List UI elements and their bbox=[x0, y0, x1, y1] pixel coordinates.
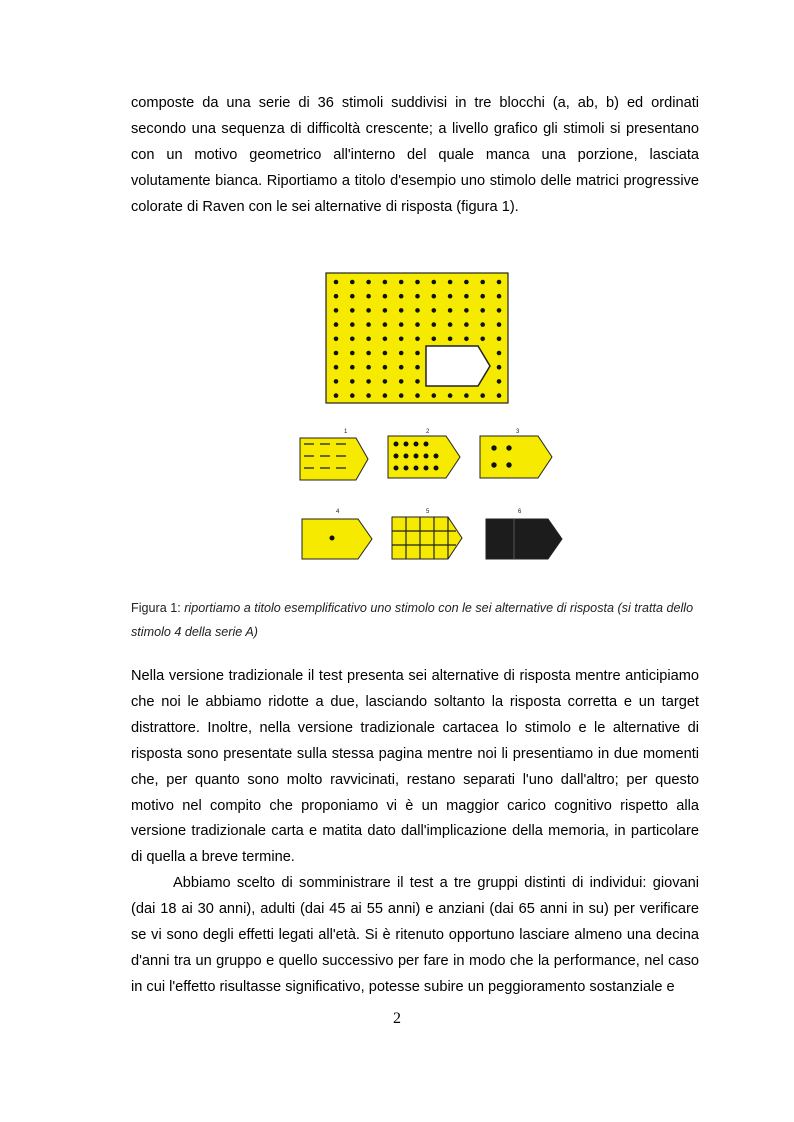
stimulus-dot bbox=[383, 337, 388, 342]
stimulus-dot bbox=[366, 393, 371, 398]
stimulus-dot bbox=[399, 294, 404, 299]
stimulus-dot bbox=[432, 337, 437, 342]
stimulus-dot bbox=[497, 393, 502, 398]
option-4 bbox=[302, 509, 372, 559]
stimulus-dot bbox=[432, 280, 437, 285]
stimulus-dot bbox=[334, 294, 339, 299]
stimulus-dot bbox=[448, 308, 453, 313]
stimulus-dot bbox=[350, 365, 355, 370]
stimulus-dot bbox=[497, 337, 502, 342]
caption-label: Figura 1: bbox=[131, 601, 181, 615]
raven-figure bbox=[290, 268, 570, 568]
stimulus-dot bbox=[415, 294, 420, 299]
stimulus-dot bbox=[383, 294, 388, 299]
option-3 bbox=[480, 429, 552, 478]
stimulus-dot bbox=[350, 393, 355, 398]
stimulus-dot bbox=[350, 322, 355, 327]
stimulus-dot bbox=[464, 322, 469, 327]
stimulus-dot bbox=[383, 365, 388, 370]
stimulus-dot bbox=[334, 322, 339, 327]
stimulus-dot bbox=[399, 280, 404, 285]
stimulus-dot bbox=[366, 365, 371, 370]
missing-piece bbox=[426, 346, 490, 386]
stimulus-dot bbox=[497, 322, 502, 327]
stimulus-dot bbox=[383, 379, 388, 384]
option-6-label: 6 bbox=[518, 509, 522, 515]
stimulus-dot bbox=[366, 351, 371, 356]
stimulus-dot bbox=[415, 280, 420, 285]
stimulus-dot bbox=[448, 294, 453, 299]
stimulus-dot bbox=[350, 294, 355, 299]
option-5-label: 5 bbox=[426, 509, 430, 515]
stimulus-dot bbox=[366, 294, 371, 299]
stimulus-dot bbox=[432, 322, 437, 327]
stimulus-dot bbox=[334, 379, 339, 384]
stimulus-dot bbox=[399, 308, 404, 313]
paragraph-version: Nella versione tradizionale il test presenta sei alternative di risposta mentre anticipiamo che noi le abbiamo ridotte a due, lasciando soltanto la risposta corretta e un target distrattore. Inoltre, nella versione tradizionale cartacea lo stimolo e le alternative di risposta sono presentate sulla stessa pagina mentre noi li presentiamo in due momenti che, per quanto sono molto ravvicinati, restano separati l'uno dall'altro; per questo motivo nel compito che proponiamo vi è un maggior carico cognitivo rispetto alla versione tradizionale carta e matita dato dall'implicazione della memoria, in particolare di quella a breve termine. bbox=[131, 668, 699, 866]
stimulus-dot bbox=[497, 280, 502, 285]
stimulus-dot bbox=[464, 294, 469, 299]
stimulus-dot bbox=[350, 337, 355, 342]
stimulus-dot bbox=[399, 393, 404, 398]
stimulus-dot bbox=[415, 379, 420, 384]
stimulus-dot bbox=[399, 379, 404, 384]
stimulus-dot bbox=[464, 280, 469, 285]
stimulus-dot bbox=[415, 393, 420, 398]
stimulus-dot bbox=[415, 322, 420, 327]
stimulus-dot bbox=[366, 379, 371, 384]
stimulus-dot bbox=[480, 308, 485, 313]
stimulus-dot bbox=[399, 337, 404, 342]
stimulus-dot bbox=[334, 351, 339, 356]
stimulus-dot bbox=[464, 337, 469, 342]
stimulus-dot bbox=[497, 379, 502, 384]
stimulus-dot bbox=[334, 393, 339, 398]
option-6 bbox=[486, 509, 562, 559]
option-5 bbox=[392, 509, 462, 559]
paragraph-intro: composte da una serie di 36 stimoli suddivisi in tre blocchi (a, ab, b) ed ordinati secondo una sequenza di difficoltà crescente; a livello grafico gli stimoli si presentano con un motivo geometrico all'interno del quale manca una porzione, lasciata volutamente bianca. Riportiamo a titolo d'esempio uno stimolo delle matrici progressive colorate di Raven con le sei alternative di risposta (figura 1). bbox=[131, 95, 699, 215]
stimulus-dot bbox=[480, 294, 485, 299]
stimulus-dot bbox=[334, 365, 339, 370]
stimulus-dot bbox=[448, 337, 453, 342]
stimulus-dot bbox=[383, 280, 388, 285]
stimulus-dot bbox=[480, 337, 485, 342]
stimulus-dot bbox=[366, 337, 371, 342]
stimulus-dot bbox=[350, 308, 355, 313]
figure-caption bbox=[131, 596, 701, 644]
stimulus-dot bbox=[497, 351, 502, 356]
stimulus-dot bbox=[399, 322, 404, 327]
option-1 bbox=[300, 429, 368, 480]
stimulus-dot bbox=[480, 280, 485, 285]
stimulus-dot bbox=[383, 393, 388, 398]
stimulus-dot bbox=[497, 365, 502, 370]
stimulus-dot bbox=[432, 393, 437, 398]
stimulus-dot bbox=[334, 308, 339, 313]
stimulus-dot bbox=[448, 393, 453, 398]
stimulus-dot bbox=[366, 280, 371, 285]
stimulus-dot bbox=[448, 280, 453, 285]
stimulus-dot bbox=[366, 308, 371, 313]
paragraph-groups: Abbiamo scelto di somministrare il test a tre gruppi distinti di individui: giovani (dai 18 ai 30 anni), adulti (dai 45 ai 55 anni) e anziani (dai 65 anni in su) per verificare se vi sono degli effetti legati all'età. Si è ritenuto opportuno lasciare almeno una decina d'anni tra un gruppo e quello successivo per fare in modo che la performance, nel caso in cui l'effetto risultasse significativo, potesse subire un peggioramento sostanziale e bbox=[131, 875, 699, 995]
option-4-label: 4 bbox=[336, 509, 340, 515]
stimulus-dot bbox=[383, 308, 388, 313]
stimulus-dot bbox=[497, 294, 502, 299]
option-2-label: 2 bbox=[426, 429, 430, 435]
stimulus-dot bbox=[350, 280, 355, 285]
stimulus-dot bbox=[480, 393, 485, 398]
stimulus-dot bbox=[334, 280, 339, 285]
option-2 bbox=[388, 429, 460, 478]
stimulus-dot bbox=[366, 322, 371, 327]
option-1-label: 1 bbox=[344, 429, 348, 435]
stimulus-dot bbox=[415, 308, 420, 313]
stimulus-dot bbox=[448, 322, 453, 327]
stimulus-dot bbox=[350, 351, 355, 356]
caption-text: riportiamo a titolo esemplificativo uno stimolo con le sei alternative di risposta (si tratta dello stimolo 4 della serie A) bbox=[131, 601, 694, 639]
stimulus-dot bbox=[399, 365, 404, 370]
stimulus-dot bbox=[432, 294, 437, 299]
stimulus-dot bbox=[334, 337, 339, 342]
stimulus-dot bbox=[415, 351, 420, 356]
stimulus-dot bbox=[415, 337, 420, 342]
stimulus-dot bbox=[350, 379, 355, 384]
page-number: 2 bbox=[393, 1010, 401, 1027]
stimulus-dot bbox=[497, 308, 502, 313]
stimulus-dot bbox=[432, 308, 437, 313]
option-3-label: 3 bbox=[516, 429, 520, 435]
stimulus-dot bbox=[383, 322, 388, 327]
stimulus-dot bbox=[464, 393, 469, 398]
stimulus-dot bbox=[464, 308, 469, 313]
stimulus-dot bbox=[399, 351, 404, 356]
stimulus-dot bbox=[383, 351, 388, 356]
stimulus-dot bbox=[415, 365, 420, 370]
stimulus-dot bbox=[480, 322, 485, 327]
